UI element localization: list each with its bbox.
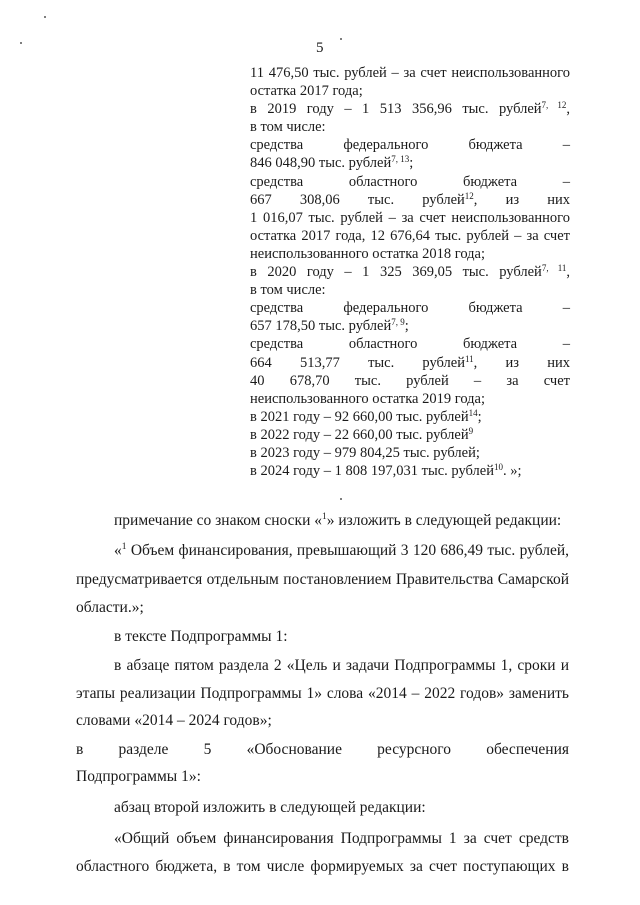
budget-line-2024: в 2024 году – 1 808 197,031 тыс. рублей$^{10}$. »; (250, 462, 522, 480)
footnote-ref: 14 (468, 407, 478, 418)
budget-line: 11 476,50 тыс. рублей – за счет неиспользованного (250, 65, 570, 81)
budget-line: остатка 2017 года, 12 676,64 тыс. рублей – за счет (250, 227, 570, 244)
budget-line: 657 178,50 тыс. рублей$^{7, 9}$; (250, 317, 409, 335)
budget-line-2022: в 2022 году – 22 660,00 тыс. рублей$^9$ (250, 425, 474, 443)
budget-line: в том числе: (250, 119, 326, 136)
footnote-ref: 12 (464, 190, 474, 201)
paragraph-line: Подпрограммы 1»: (76, 768, 201, 785)
budget-line: средства федерального бюджета – (250, 137, 570, 154)
paragraph-subprogram-text: в тексте Подпрограммы 1: (114, 628, 288, 645)
budget-line: средства федерального бюджета – (250, 300, 570, 317)
paragraph-line: этапы реализации Подпрограммы 1» слова «2014 – 2022 годов» заменить (76, 685, 569, 702)
paragraph-instruction: абзац второй изложить в следующей редакции: (114, 799, 426, 816)
budget-line: 664 513,77 тыс. рублей$^{11}$, из них (250, 353, 570, 371)
scan-speck (20, 42, 22, 44)
budget-line: остатка 2017 года; (250, 83, 363, 100)
footnote-ref: 7, 12 (541, 100, 567, 111)
budget-line-2019: в 2019 году – 1 513 356,96 тыс. рублей$^{7, 12}$, (250, 100, 570, 118)
footnote-ref: 10 (493, 462, 503, 473)
paragraph-line: в абзаце пятом раздела 2 «Цель и задачи Подпрограммы 1, сроки и (114, 657, 569, 674)
footnote-ref: 7, 9 (391, 317, 405, 328)
scan-speck (44, 16, 46, 18)
budget-line: неиспользованного остатка 2019 года; (250, 390, 486, 407)
budget-line: 846 048,90 тыс. рублей$^{7, 13}$; (250, 154, 414, 172)
paragraph-line: словами «2014 – 2024 годов»; (76, 712, 272, 729)
budget-line: 40 678,70 тыс. рублей – за счет (250, 372, 570, 389)
budget-line-2023: в 2023 году – 979 804,25 тыс. рублей; (250, 444, 480, 461)
paragraph-footnote-text: «$^1$ Объем финансирования, превышающий 3 120 686,49 тыс. рублей, (114, 542, 569, 559)
budget-line: средства областного бюджета – (250, 336, 570, 353)
budget-line: 1 016,07 тыс. рублей – за счет неиспользованного (250, 209, 570, 226)
footnote-ref: 11 (465, 353, 474, 364)
budget-line: 667 308,06 тыс. рублей$^{12}$, из них (250, 190, 570, 208)
footnote-ref: 1 (121, 542, 127, 552)
page-number: 5 (316, 40, 324, 56)
footnote-ref: 7, 11 (541, 263, 567, 274)
budget-line-2020: в 2020 году – 1 325 369,05 тыс. рублей$^{7, 11}$, (250, 263, 570, 281)
footnote-ref: 1 (322, 512, 327, 522)
scan-speck (340, 38, 342, 40)
paragraph-note-instruction: примечание со знаком сноски «$^1$» изложить в следующей редакции: (114, 512, 562, 529)
paragraph-line: областного бюджета, в том числе формируемых за счет поступающих в (76, 858, 569, 875)
budget-line: неиспользованного остатка 2018 года; (250, 245, 486, 262)
paragraph-line: области.»; (76, 599, 144, 616)
scan-speck (340, 498, 342, 500)
budget-line: в том числе: (250, 282, 326, 299)
budget-line-2021: в 2021 году – 92 660,00 тыс. рублей$^{14}$; (250, 407, 482, 425)
footnote-ref: 9 (468, 425, 474, 436)
paragraph-line: предусматривается отдельным постановлением Правительства Самарской (76, 571, 569, 588)
paragraph-line: «Общий объем финансирования Подпрограммы 1 за счет средств (114, 830, 569, 847)
budget-block (250, 64, 570, 480)
footnote-ref: 7, 13 (391, 154, 410, 165)
paragraph-line: в разделе 5 «Обоснование ресурсного обеспечения (76, 741, 569, 758)
budget-line: средства областного бюджета – (250, 173, 570, 190)
